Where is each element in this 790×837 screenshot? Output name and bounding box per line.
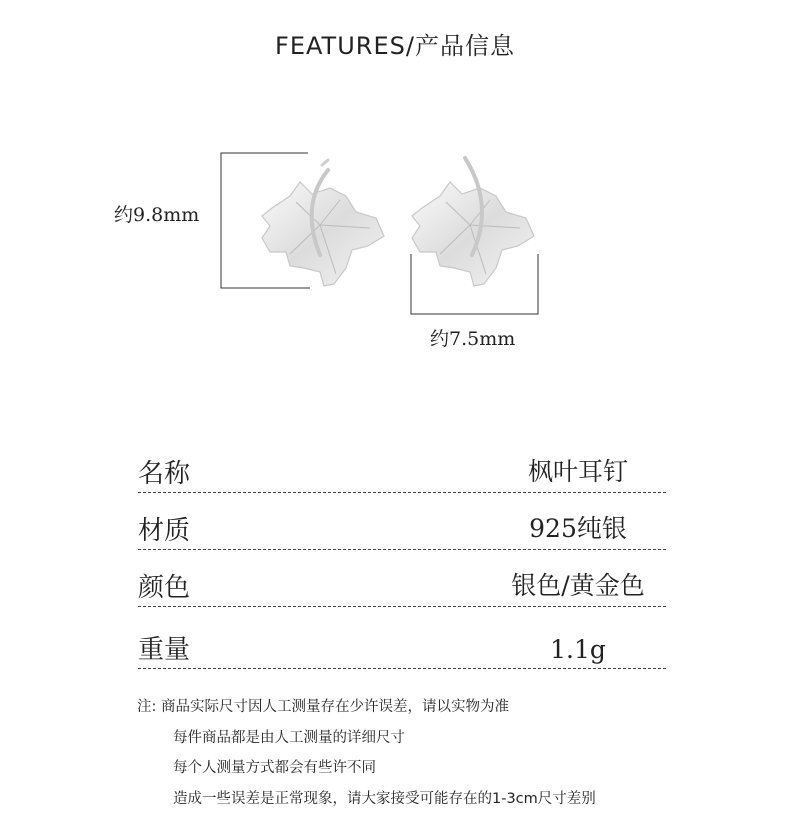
spec-value: 925纯银: [529, 514, 627, 543]
spec-value: 银色/黄金色: [511, 571, 645, 600]
spec-row-material: [138, 509, 666, 550]
page-title: FEATURES/产品信息: [275, 32, 515, 60]
spec-row-weight: [138, 628, 666, 669]
height-label: 约9.8mm: [114, 204, 200, 226]
maple-leaf-earring-icon: [412, 158, 534, 286]
width-label: 约7.5mm: [430, 328, 516, 350]
spec-label: 重量: [138, 635, 191, 665]
maple-leaf-earring-icon: [262, 160, 384, 286]
spec-label: 材质: [138, 516, 191, 546]
spec-value: 1.1g: [550, 635, 606, 664]
spec-row-name: [138, 452, 666, 493]
spec-label: 颜色: [138, 573, 191, 603]
note-line: 造成一些误差是正常现象，请大家接受可能存在的1-3cm尺寸差别: [173, 791, 596, 807]
spec-value: 枫叶耳钉: [527, 457, 628, 486]
note-line: 每件商品都是由人工测量的详细尺寸: [173, 730, 405, 746]
note-line: 注: 商品实际尺寸因人工测量存在少许误差，请以实物为准: [137, 699, 509, 715]
spec-label: 名称: [138, 459, 191, 489]
note-line: 每个人测量方式都会有些许不同: [173, 760, 376, 776]
spec-row-color: [138, 566, 666, 607]
